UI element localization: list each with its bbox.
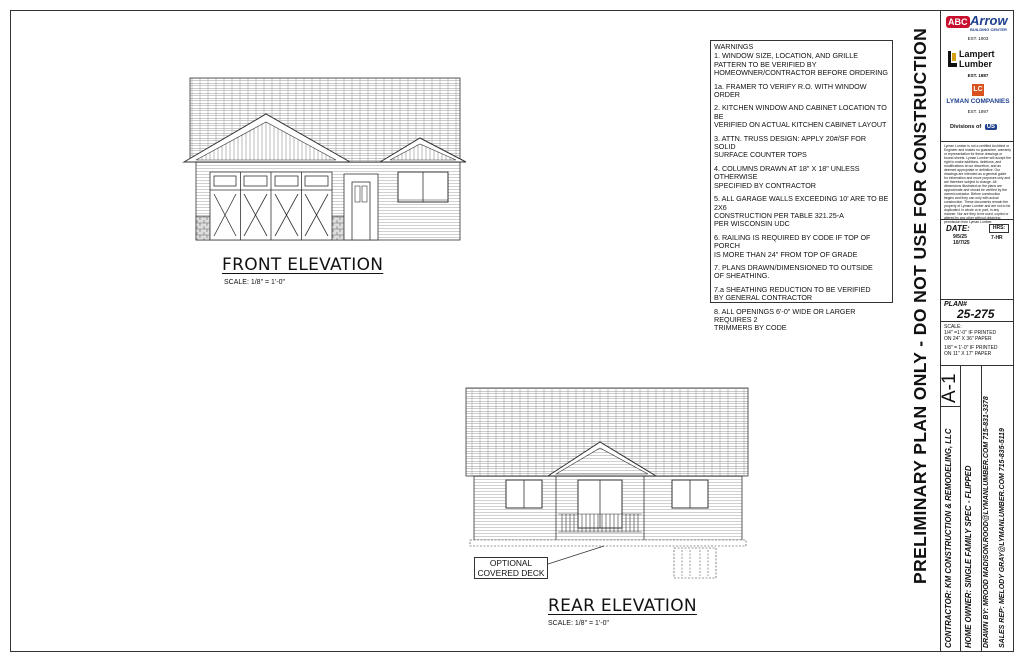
sales-rep-line: SALES REP: MELODY GRAY@LYMANLUMBER.COM 715-835-5119 bbox=[999, 428, 1006, 648]
warning-item: 6. RAILING IS REQUIRED BY CODE IF TOP OF PORCH IS MORE THAN 24" FROM TOP OF GRADE bbox=[714, 232, 871, 259]
divisions-line bbox=[950, 124, 997, 130]
title-block bbox=[940, 10, 1014, 652]
front-elevation-drawing bbox=[180, 76, 470, 242]
disclaimer-text: Lyman Lumber is not a certified Architect or Engineer and makes no guarantee, warranty or representation for these drawings or bound sheets. Lyman Lumber will accept the right to make additions, deletions, and modifications at our discretion, and as deemed appropriate or definitive. Our drawings are intended as a general guide for information and move purposes only and are therefore subject to change. All dimensions illustrated on the plans are approximate and should be verified by the owner/contractor. Before construction begins and they can only with actual construction. These documents remain the property of Lyman Lumber and are not to be duplicated, in whole or in part, in any manner. Nor are they to be used, copied or altered by any other without obtaining permission from Lyman Lumber. bbox=[944, 144, 1011, 224]
scale-note-1: 1/4" =1'-0" IF PRINTED ON 24" X 36" PAPER bbox=[944, 330, 997, 342]
lyman-est: EST. 1897 bbox=[967, 109, 989, 114]
info-grid-lines-2 bbox=[981, 366, 982, 651]
plan-label: PLAN# bbox=[944, 301, 967, 308]
info-sheet-divider bbox=[941, 406, 960, 407]
warning-item: 3. ATTN. TRUSS DESIGN: APPLY 20#/SF FOR SOLID SURFACE COUNTER TOPS bbox=[714, 133, 867, 160]
scale-note-2: 1/8" = 1'-0" IF PRINTED ON 11" X 17" PAPER bbox=[944, 345, 998, 357]
logo-section bbox=[941, 10, 1014, 142]
warning-item: 4. COLUMNS DRAWN AT 18" X 18" UNLESS OTHERWISE SPECIFIED BY CONTRACTOR bbox=[714, 163, 860, 190]
lampert-mark-icon bbox=[947, 51, 957, 67]
plan-number-section bbox=[941, 300, 1014, 322]
lyman-mark: LC bbox=[972, 84, 984, 96]
contractor-line: CONTRACTOR: KM CONSTRUCTION & REMODELING, LLC bbox=[944, 428, 953, 648]
preliminary-banner bbox=[900, 18, 940, 648]
optional-deck-text: OPTIONAL COVERED DECK bbox=[477, 558, 545, 578]
date-values: 9/5/25 10/7/25 bbox=[953, 234, 970, 246]
rear-elevation-drawing bbox=[460, 384, 760, 584]
front-elevation-title: FRONT ELEVATION bbox=[222, 255, 384, 275]
disclaimer-section bbox=[941, 142, 1014, 224]
plan-number: 25-275 bbox=[957, 307, 995, 321]
warnings-box bbox=[710, 40, 893, 333]
optional-deck-label bbox=[474, 557, 548, 579]
lyman-name: LYMAN COMPANIES bbox=[946, 98, 1010, 105]
warning-item: 1. WINDOW SIZE, LOCATION, AND GRILLE PATTERN TO BE VERIFIED BY HOMEOWNER/CONTRACTOR BEFORE ORDERING bbox=[714, 51, 888, 78]
warning-item: 7.a SHEATHING REDUCTION TO BE VERIFIED BY GENERAL CONTRACTOR bbox=[714, 284, 871, 303]
hours-box bbox=[989, 224, 1009, 233]
front-elevation-scale: SCALE: 1/8" = 1'-0" bbox=[224, 279, 285, 286]
info-section bbox=[941, 366, 1014, 651]
drawn-by-line: DRAWN BY: MROOD MADISON.ROOD@LYMANLUMBER.COM 715-831-3378 bbox=[983, 396, 990, 648]
home-owner-line: HOME OWNER: SINGLE FAMILY SPEC - FLIPPED bbox=[964, 465, 973, 648]
sheet-number: A-1 bbox=[939, 373, 960, 403]
warning-item: 2. KITCHEN WINDOW AND CABINET LOCATION TO BE VERIFIED ON ACTUAL KITCHEN CABINET LAYOUT bbox=[714, 103, 887, 130]
rear-elevation-scale: SCALE: 1/8" = 1'-0" bbox=[548, 620, 609, 627]
arrow-logo-sub: BUILDING CENTER bbox=[970, 27, 1007, 32]
warning-item: 5. ALL GARAGE WALLS EXCEEDING 10' ARE TO BE 2X6 CONSTRUCTION PER TABLE 321.25-A PER WISCONSIN UDC bbox=[714, 194, 889, 229]
preliminary-banner-text: PRELIMINARY PLAN ONLY - DO NOT USE FOR CONSTRUCTION bbox=[910, 27, 930, 584]
arrow-logo bbox=[946, 14, 1010, 34]
warnings-heading: WARNINGS bbox=[714, 42, 754, 51]
lampert-logo bbox=[947, 48, 1009, 72]
warning-item: 1a. FRAMER TO VERIFY R.O. WITH WINDOW ORDER bbox=[714, 81, 867, 100]
scale-label: SCALE: bbox=[944, 324, 962, 330]
arrow-logo-name: Arrow bbox=[970, 13, 1008, 28]
arrow-est: EST. 1903 bbox=[967, 36, 989, 41]
arrow-logo-abc: ABC bbox=[948, 17, 968, 27]
hours-label: HRS: bbox=[992, 225, 1006, 231]
rear-elevation-title: REAR ELEVATION bbox=[548, 596, 697, 616]
date-label: DATE: bbox=[946, 224, 970, 233]
lampert-est: EST. 1887 bbox=[967, 73, 989, 78]
warning-item: 8. ALL OPENINGS 6'-0" WIDE OR LARGER REQUIRES 2 TRIMMERS BY CODE bbox=[714, 306, 856, 333]
warning-item: 7. PLANS DRAWN/DIMENSIONED TO OUTSIDE OF SHEATHING. bbox=[714, 262, 873, 281]
us-logo-icon: US bbox=[986, 124, 996, 130]
divisions-label: Divisions of bbox=[950, 124, 982, 130]
hours-value: 7-HR bbox=[991, 235, 1003, 241]
info-grid-lines bbox=[960, 366, 961, 651]
date-section bbox=[941, 220, 1014, 300]
lampert-name: Lampert Lumber bbox=[959, 49, 995, 69]
scale-section bbox=[941, 322, 1014, 366]
